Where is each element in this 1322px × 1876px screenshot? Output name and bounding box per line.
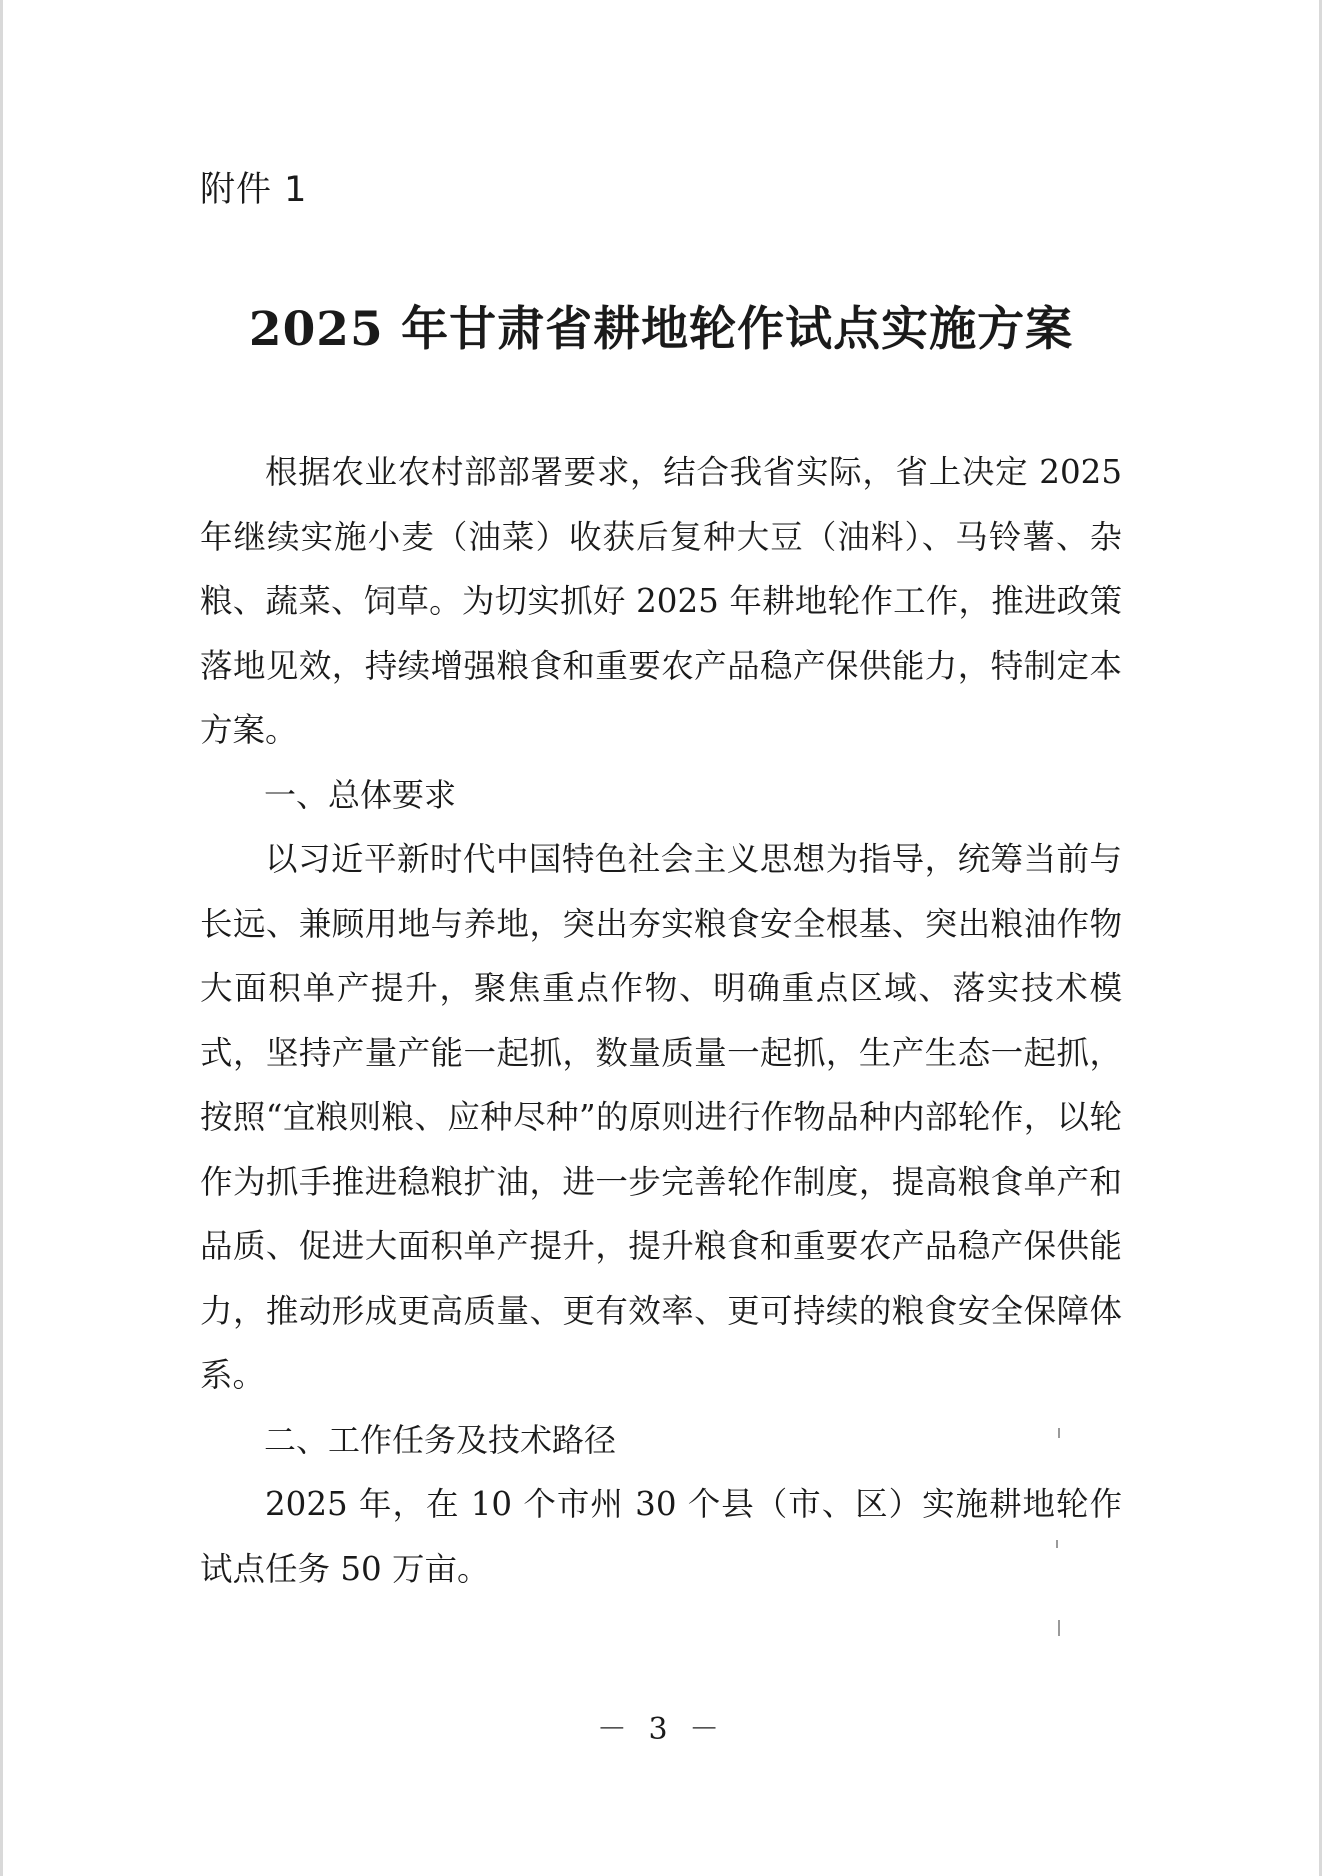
scan-speck bbox=[1056, 1540, 1058, 1548]
document-body bbox=[200, 440, 1122, 1601]
intro-paragraph: 根据农业农村部部署要求，结合我省实际，省上决定 2025 年继续实施小麦（油菜）收获后复种大豆（油料）、马铃薯、杂粮、蔬菜、饲草。为切实抓好 2025 年耕地轮作工作，推进政策落地见效，持续增强粮食和重要农产品稳产保供能力，特制定本方案。 bbox=[200, 453, 1122, 749]
section-1-heading: 一、总体要求 bbox=[264, 775, 457, 814]
section-1-paragraph: 以习近平新时代中国特色社会主义思想为指导，统筹当前与长远、兼顾用地与养地，突出夯实粮食安全根基、突出粮油作物大面积单产提升，聚焦重点作物、明确重点区域、落实技术模式，坚持产量产能一起抓，数量质量一起抓，生产生态一起抓，按照“宜粮则粮、应种尽种”的原则进行作物品种内部轮作，以轮作为抓手推进稳粮扩油，进一步完善轮作制度，提高粮食单产和品质、促进大面积单产提升，提升粮食和重要农产品稳产保供能力，推动形成更高质量、更有效率、更可持续的粮食安全保障体系。 bbox=[200, 840, 1122, 1394]
scan-edge-left bbox=[0, 0, 3, 1876]
section-2-paragraph: 2025 年，在 10 个市州 30 个县（市、区）实施耕地轮作试点任务 50 万亩。 bbox=[200, 1485, 1122, 1588]
page-number: － 3 － bbox=[596, 1712, 726, 1747]
attachment-label: 附件 1 bbox=[200, 170, 308, 210]
scan-speck bbox=[1058, 1620, 1060, 1636]
scan-speck bbox=[1058, 1428, 1060, 1438]
document-title: 2025 年甘肃省耕地轮作试点实施方案 bbox=[248, 302, 1074, 357]
section-2-heading: 二、工作任务及技术路径 bbox=[264, 1420, 617, 1459]
